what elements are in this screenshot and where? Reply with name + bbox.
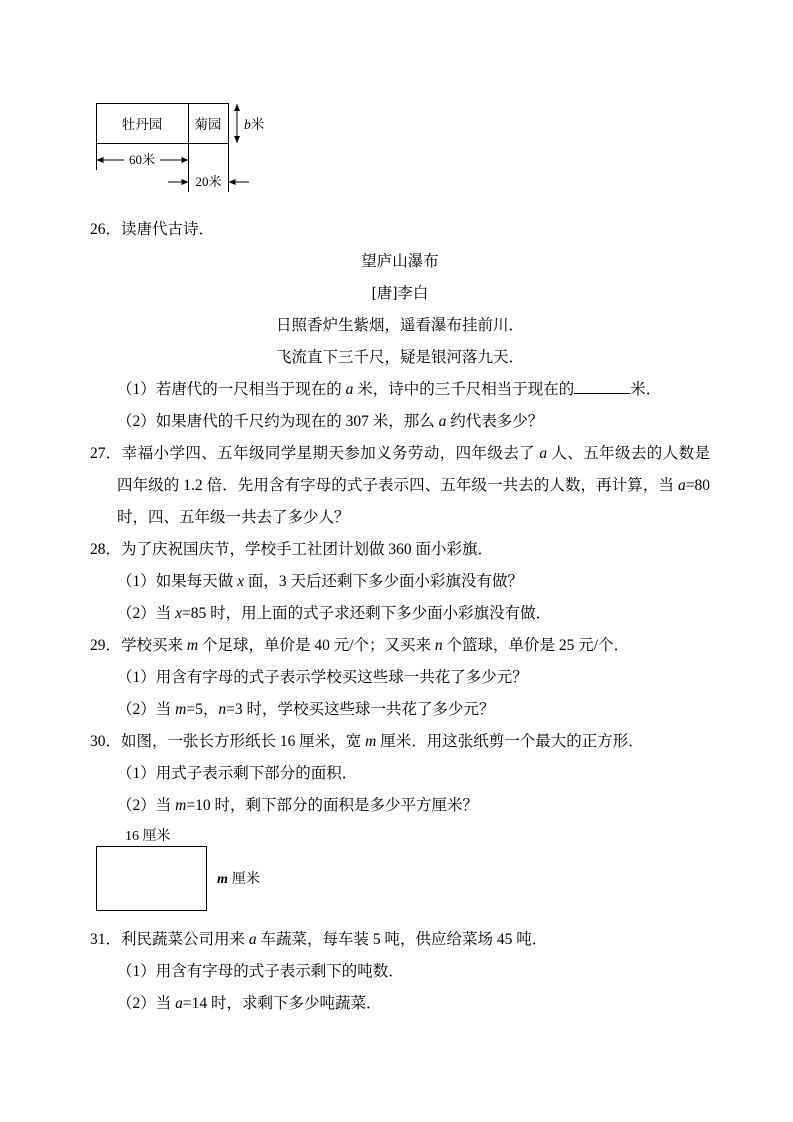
problem-29-part-2 xyxy=(90,694,710,726)
problem-31-part-2 xyxy=(90,988,710,1020)
text-run: 车蔬菜，每车装 5 吨，供应给菜场 45 吨． xyxy=(256,931,548,948)
problem-30-part-1 xyxy=(90,758,710,790)
variable: a xyxy=(175,995,183,1012)
problem-28-part-2 xyxy=(90,598,710,630)
text-run: 31．利民蔬菜公司用来 xyxy=(90,931,249,948)
arrow-left-icon xyxy=(97,157,104,163)
text-run: =3 时，学校买这些球一共花了多少元？ xyxy=(226,701,495,718)
problem-28-heading xyxy=(90,534,710,566)
arrow-down-icon xyxy=(234,136,240,143)
variable: x xyxy=(237,573,245,590)
problem-28-part-1 xyxy=(90,566,710,598)
garden-right-width-label: 20米 xyxy=(195,174,222,189)
paper-diagram xyxy=(95,828,310,916)
variable: a xyxy=(248,931,257,948)
text-run: 人、五年级去的人数是四年级的 1.2 倍．先用含有字母的式子表示四、五年级一共去的人数，再计算，当 xyxy=(117,445,710,494)
garden-diagram xyxy=(95,100,275,200)
variable: n xyxy=(434,637,443,654)
text-run: 面，3 天后还剩下多少面小彩旗没有做？ xyxy=(244,573,524,590)
text-run: 个篮球，单价是 25 元/个． xyxy=(442,637,630,654)
variable: a xyxy=(438,413,447,430)
text-run: 30．如图，一张长方形纸长 16 厘米，宽 xyxy=(90,733,366,750)
problem-30-heading xyxy=(90,726,710,758)
text-run: 厘米．用这张纸剪一个最大的正方形． xyxy=(376,733,644,750)
text-run: =85 时，用上面的式子求还剩下多少面小彩旗没有做． xyxy=(182,605,552,622)
variable: m xyxy=(186,637,199,654)
text-run: 29．学校买来 xyxy=(90,637,187,654)
text-run: （1）如果每天做 xyxy=(117,573,238,590)
variable: n xyxy=(218,701,227,718)
problem-26-heading xyxy=(90,214,710,246)
text-run: （2）当 xyxy=(117,605,176,622)
text-run: =10 时，剩下部分的面积是多少平方厘米？ xyxy=(186,797,478,814)
text-run: 27．幸福小学四、五年级同学星期天参加义务劳动，四年级去了 xyxy=(90,445,540,462)
problem-27-heading xyxy=(90,438,710,534)
garden-left-width-label: 60米 xyxy=(128,152,156,167)
text-run: （2）当 xyxy=(117,797,176,814)
text-run: （1）用含有字母的式子表示学校买这些球一共花了多少元？ xyxy=(117,669,528,686)
text-run: （1）用式子表示剩下部分的面积． xyxy=(117,765,358,782)
garden-left-cell-label: 牡丹园 xyxy=(121,117,163,132)
text-run: 26．读唐代古诗． xyxy=(90,221,215,238)
variable: a xyxy=(539,445,548,462)
arrow-right-icon xyxy=(182,157,189,163)
paper-outline xyxy=(97,847,207,911)
problem-31-part-1 xyxy=(90,956,710,988)
text-run: 米． xyxy=(630,381,662,398)
problem-29-heading xyxy=(90,630,710,662)
text-run: （2）当 xyxy=(117,701,176,718)
problem-30-part-2 xyxy=(90,790,710,822)
garden-height-label: b米 xyxy=(244,117,265,132)
text-run: =5， xyxy=(186,701,219,718)
variable: a xyxy=(345,381,354,398)
arrow-up-icon xyxy=(234,104,240,111)
poem-line-1: 日照香炉生紫烟，遥看瀑布挂前川． xyxy=(275,317,524,334)
answer-blank xyxy=(574,378,630,394)
arrow-left-icon xyxy=(229,179,236,185)
variable: a xyxy=(678,477,686,494)
variable: x xyxy=(175,605,183,622)
text-run: 28．为了庆祝国庆节，学校手工社团计划做 360 面小彩旗． xyxy=(90,541,494,558)
variable: m xyxy=(175,797,187,814)
problem-26-part-1 xyxy=(90,374,710,406)
text-run: 个足球，单价是 40 元/个；又买来 xyxy=(198,637,435,654)
text-run: =80 时，四、五年级一共去了多少人？ xyxy=(117,477,710,526)
text-run: （2）当 xyxy=(117,995,176,1012)
paper-width-label: 16 厘米 xyxy=(125,829,171,844)
problem-31-heading xyxy=(90,924,710,956)
paper-height-label: m 厘米 xyxy=(217,872,260,887)
garden-right-cell-label: 菊园 xyxy=(194,117,222,132)
problem-29-part-1 xyxy=(90,662,710,694)
text-run: =14 时，求剩下多少吨蔬菜． xyxy=(182,995,382,1012)
text-run: （1）若唐代的一尺相当于现在的 xyxy=(117,381,346,398)
arrow-right-icon xyxy=(182,179,189,185)
text-run: 约代表多少？ xyxy=(446,413,544,430)
problem-26-part-2 xyxy=(90,406,710,438)
text-run: （2）如果唐代的千尺约为现在的 307 米，那么 xyxy=(117,413,439,430)
variable: m xyxy=(365,733,377,750)
variable: m xyxy=(175,701,187,718)
text-run: 米，诗中的三千尺相当于现在的 xyxy=(353,381,575,398)
poem-author: [唐]李白 xyxy=(371,285,429,302)
text-run: （1）用含有字母的式子表示剩下的吨数． xyxy=(117,963,404,980)
poem-title: 望庐山瀑布 xyxy=(361,253,439,270)
poem-line-2: 飞流直下三千尺，疑是银河落九天． xyxy=(275,349,524,366)
